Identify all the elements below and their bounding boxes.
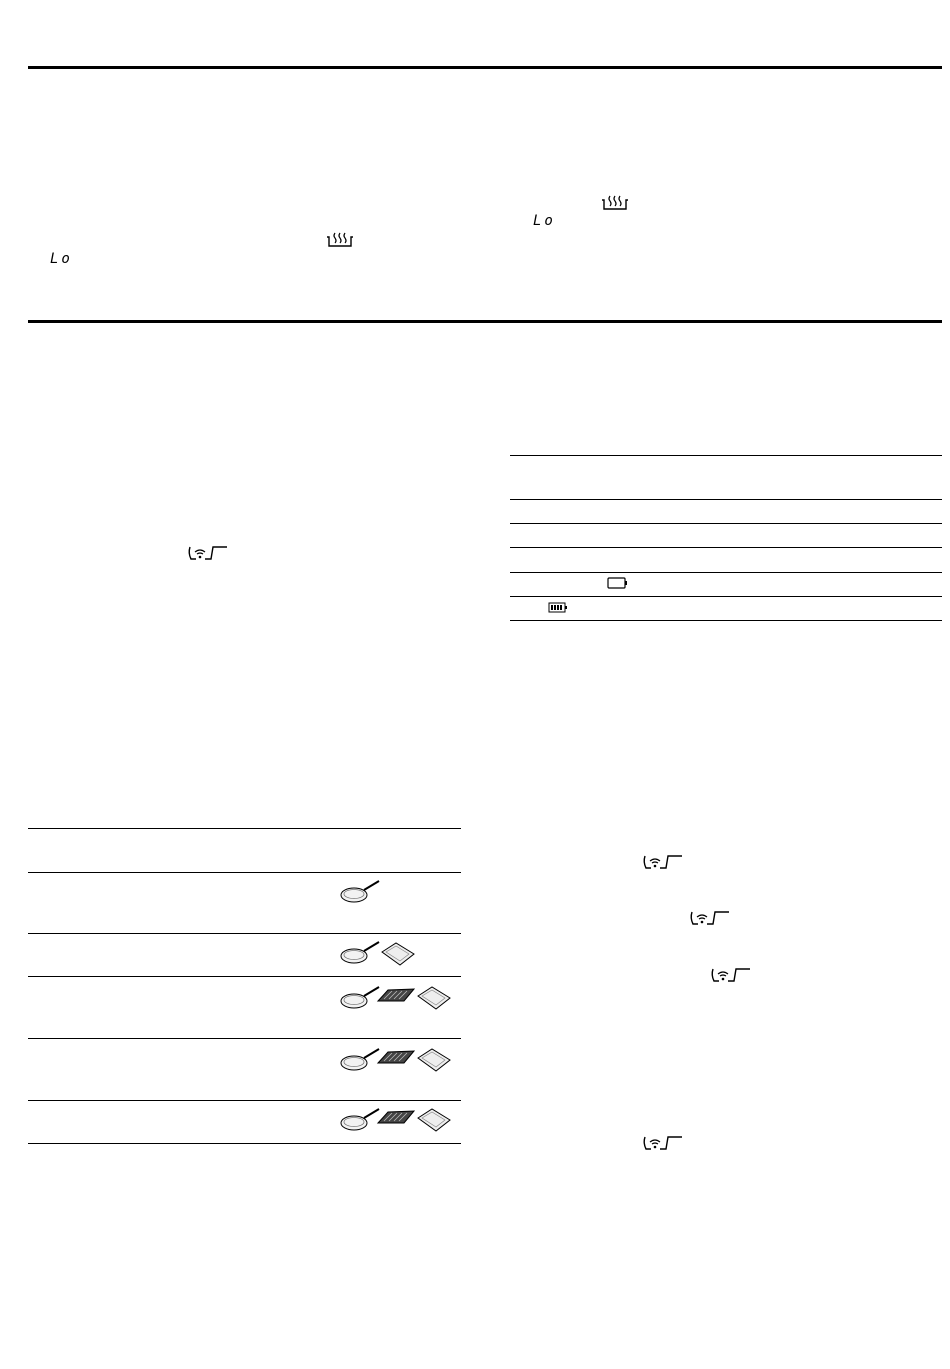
keep-warm-icon [600, 194, 630, 212]
frying-sensor-icon [186, 544, 228, 562]
table-rule [510, 620, 942, 621]
table-rule [28, 872, 461, 873]
table-rule [28, 828, 461, 829]
table-rule [510, 523, 942, 524]
frying-sensor-icon [641, 1134, 683, 1152]
grill-plate-icon [376, 1047, 416, 1071]
table-rule [510, 547, 942, 548]
section-rule-middle [28, 320, 942, 323]
griddle-plate-icon [416, 984, 452, 1012]
table-rule [510, 572, 942, 573]
table-rule [28, 976, 461, 977]
table-rule [28, 933, 461, 934]
grill-plate-icon [376, 985, 416, 1009]
frying-sensor-icon [641, 853, 683, 871]
griddle-plate-icon [416, 1046, 452, 1074]
frying-sensor-icon [688, 909, 730, 927]
section-rule-top [28, 66, 942, 69]
lo-display-code: Lo [533, 213, 556, 229]
battery-empty-icon [606, 577, 628, 589]
griddle-plate-icon [380, 940, 416, 968]
table-rule [28, 1100, 461, 1101]
keep-warm-icon [325, 231, 355, 249]
table-rule [510, 499, 942, 500]
frying-sensor-icon [709, 966, 751, 984]
griddle-plate-icon [416, 1106, 452, 1134]
table-rule [510, 455, 942, 456]
grill-plate-icon [376, 1107, 416, 1131]
table-rule [28, 1038, 461, 1039]
lo-display-code: Lo [50, 251, 73, 267]
frying-pan-icon [340, 941, 382, 967]
battery-full-icon [548, 602, 568, 613]
frying-pan-icon [340, 880, 382, 906]
table-rule [28, 1143, 461, 1144]
table-rule [510, 596, 942, 597]
